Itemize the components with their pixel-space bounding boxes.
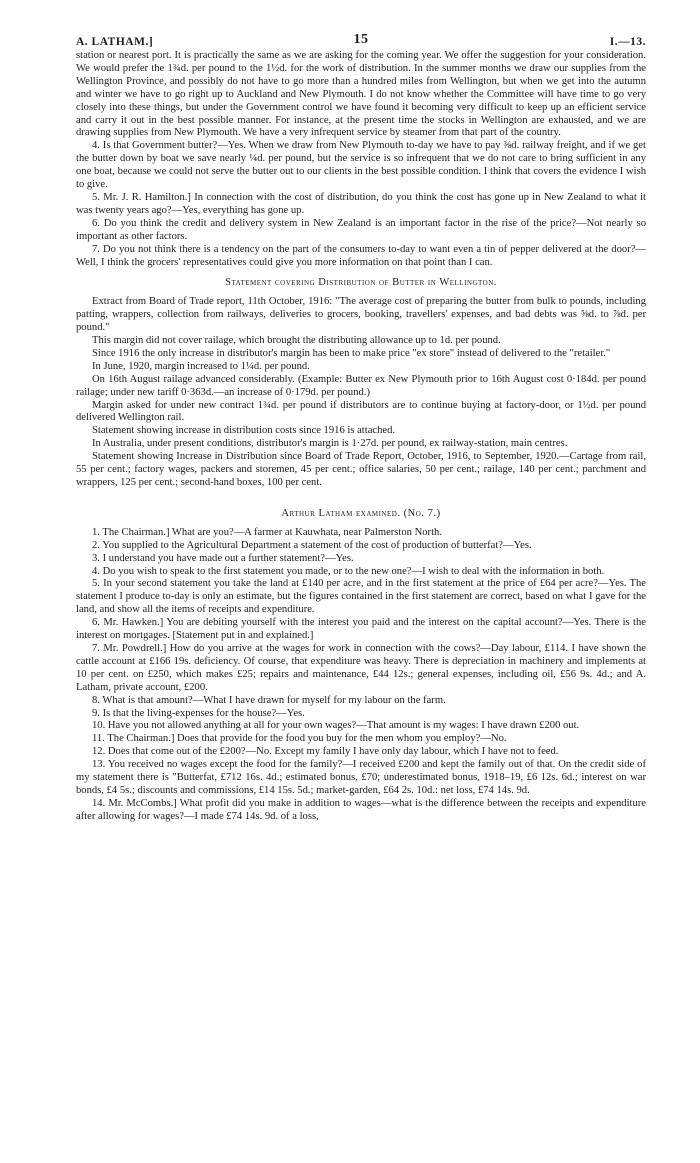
paragraph: 4. Do you wish to speak to the first statement you made, or to the new one?—I wish to deal with the information in both. xyxy=(92,565,605,577)
paragraph: 7. Do you not think there is a tendency on the part of the consumers to-day to want even a tin of pepper delivered at the door?—Well, I think the grocers' representatives could give you more information on that point than I can. xyxy=(76,243,646,268)
paragraph: Extract from Board of Trade report, 11th October, 1916: "The average cost of preparing the butter from bulk to pounds, including patting, wrappers, collection from railways, deliveries to grocers, booking, travellers' expenses, and bad debts was ⅝d. to ⅞d. per pound." xyxy=(76,296,646,334)
paragraph: 10. Have you not allowed anything at all for your own wages?—That amount is my wages: I have drawn £200 out. xyxy=(92,720,580,732)
page-header xyxy=(76,28,646,50)
paragraph: 5. Mr. J. R. Hamilton.] In connection with the cost of distribution, do you think the cost has gone up in New Zealand to what it was twenty years ago?—Yes, everything has gone up. xyxy=(76,191,646,216)
paragraph: 3. I understand you have made out a further statement?—Yes. xyxy=(92,552,354,564)
paragraph: 5. In your second statement you take the land at £140 per acre, and in the first statement at the price of £64 per acre?—Yes. The statement I produce to-day is only an estimate, but the figures contained in the first statement are correct, based on what I gave for the land, and show all the items of receipts and expenditure. xyxy=(76,578,646,616)
paragraph: 4. Is that Government butter?—Yes. When we draw from New Plymouth to-day we have to pay ⅜d. railway freight, and if we get the butter down by boat we save nearly ¼d. per pound, but the service is so infrequent that we do not care to bring sufficient in any one boat, because we could not serve the butter out to our clients in the best possible condition. I think that covers the evidence I wish to give. xyxy=(76,140,646,191)
paragraph: 9. Is that the living-expenses for the house?—Yes. xyxy=(92,707,305,719)
paragraph: Statement showing increase in distribution costs since 1916 is attached. xyxy=(92,425,396,437)
paragraph: In June, 1920, margin increased to 1¼d. per pound. xyxy=(92,360,310,372)
paragraph: 8. What is that amount?—What I have drawn for myself for my labour on the farm. xyxy=(92,694,446,706)
paragraph: 6. Do you think the credit and delivery system in New Zealand is an important factor in the rise of the price?—Not nearly so important as other factors. xyxy=(76,217,646,242)
section-continued-evidence xyxy=(76,50,646,269)
paragraph: 14. Mr. McCombs.] What profit did you make in addition to wages—what is the difference between the receipts and expenditure after allowing for wages?—I made £74 14s. 9d. of a loss, xyxy=(76,797,646,822)
paragraph: On 16th August railage advanced considerably. (Example: Butter ex New Plymouth prior to 16th August cost 0·184d. per pound railage; under new tariff 0·363d.—an increase of 0·179d. per pound.) xyxy=(76,373,646,398)
paragraph: Statement showing Increase in Distribution since Board of Trade Report, October, 1916, to September, 1920.—Cartage from rail, 55 per cent.; factory wages, packers and storemen, 45 per cent.; office salaries, 50 per cent.; railage, 140 per cent.; parchment and wrappers, 125 per cent.; second-hand boxes, 100 per cent. xyxy=(76,451,646,488)
paragraph: 11. The Chairman.] Does that provide for the food you buy for the men whom you employ?—No. xyxy=(92,733,507,745)
section-statement xyxy=(76,296,646,490)
section-heading-statement: Statement covering Distribution of Butter in Wellington. xyxy=(225,277,497,289)
page-number: 15 xyxy=(353,32,369,47)
paragraph: 2. You supplied to the Agricultural Department a statement of the cost of production of butterfat?—Yes. xyxy=(92,539,532,551)
document-body xyxy=(76,50,646,824)
paragraph: 12. Does that come out of the £200?—No. Except my family I have only day labour, which I have not to feed. xyxy=(92,746,559,758)
section-heading-examined: Arthur Latham examined. (No. 7.) xyxy=(281,507,441,519)
paragraph: In Australia, under present conditions, distributor's margin is 1·27d. per pound, ex railway-station, main centres. xyxy=(92,438,568,450)
paragraph: 7. Mr. Powdrell.] How do you arrive at the wages for work in connection with the cows?—Day labour, £114. I have shown the cattle account at £166 19s. deficiency. Of course, that expenditure was heavy. There is depreciation in machinery and implements at 10 per cent. on £250, which makes £25; repairs and maintenance, £44 12s.; general expenses, including oil, £56 9s. 4d.; and A. Latham, private account, £200. xyxy=(76,642,646,693)
paragraph: Since 1916 the only increase in distributor's margin has been to make price "ex store" instead of delivered to the "retailer." xyxy=(92,347,611,359)
header-document-code: I.—13. xyxy=(609,36,646,48)
paragraph: 13. You received no wages except the food for the family?—I received £200 and kept the family out of that. On the credit side of my statement there is "Butterfat, £712 16s. 4d.; estimated bonus, £70; underestimated bonus, 1918–19, £6 12s. 6d.; interest on war bonds, £4 5s.; discounts and commissions, £14 15s. 5d.; market-garden, £64 2s. 10d.: net loss, £74 14s. 9d. xyxy=(76,759,646,796)
paragraph: Margin asked for under new contract 1¾d. per pound if distributors are to continue buying at factory-door, or 1½d. per pound delivered Wellington rail. xyxy=(76,399,646,424)
section-examination xyxy=(76,527,646,824)
paragraph: 6. Mr. Hawken.] You are debiting yourself with the interest you paid and the interest on the capital account?—Yes. There is the interest on mortgages. [Statement put in and explained.] xyxy=(76,617,646,642)
header-witness-name: A. LATHAM.] xyxy=(76,36,154,48)
paragraph: station or nearest port. It is practically the same as we are asking for the coming year. We offer the suggestion for your consideration. We would prefer the 1¾d. per pound to the 1½d. for the work of distribution. In the summer months we draw our supplies from the Wellington Province, and possibly do not have to go more than a hundred miles from Wellington, but when we get into the autumn and winter we have to go right up to Auckland and New Plymouth. I do not know whether the Committee will have time to go very closely into these things, but under the Government control we have found it becoming very difficult to keep up an efficient service and carry it out in the best possible manner. For instance, at the present time the stocks in Wellington are exhausted, and we are drawing supplies from New Plymouth. We have a very infrequent service by steamer from that part of the country. xyxy=(76,50,646,139)
paragraph: This margin did not cover railage, which brought the distributing allowance up to 1d. per pound. xyxy=(92,335,501,347)
paragraph: 1. The Chairman.] What are you?—A farmer at Kauwhata, near Palmerston North. xyxy=(92,526,442,538)
